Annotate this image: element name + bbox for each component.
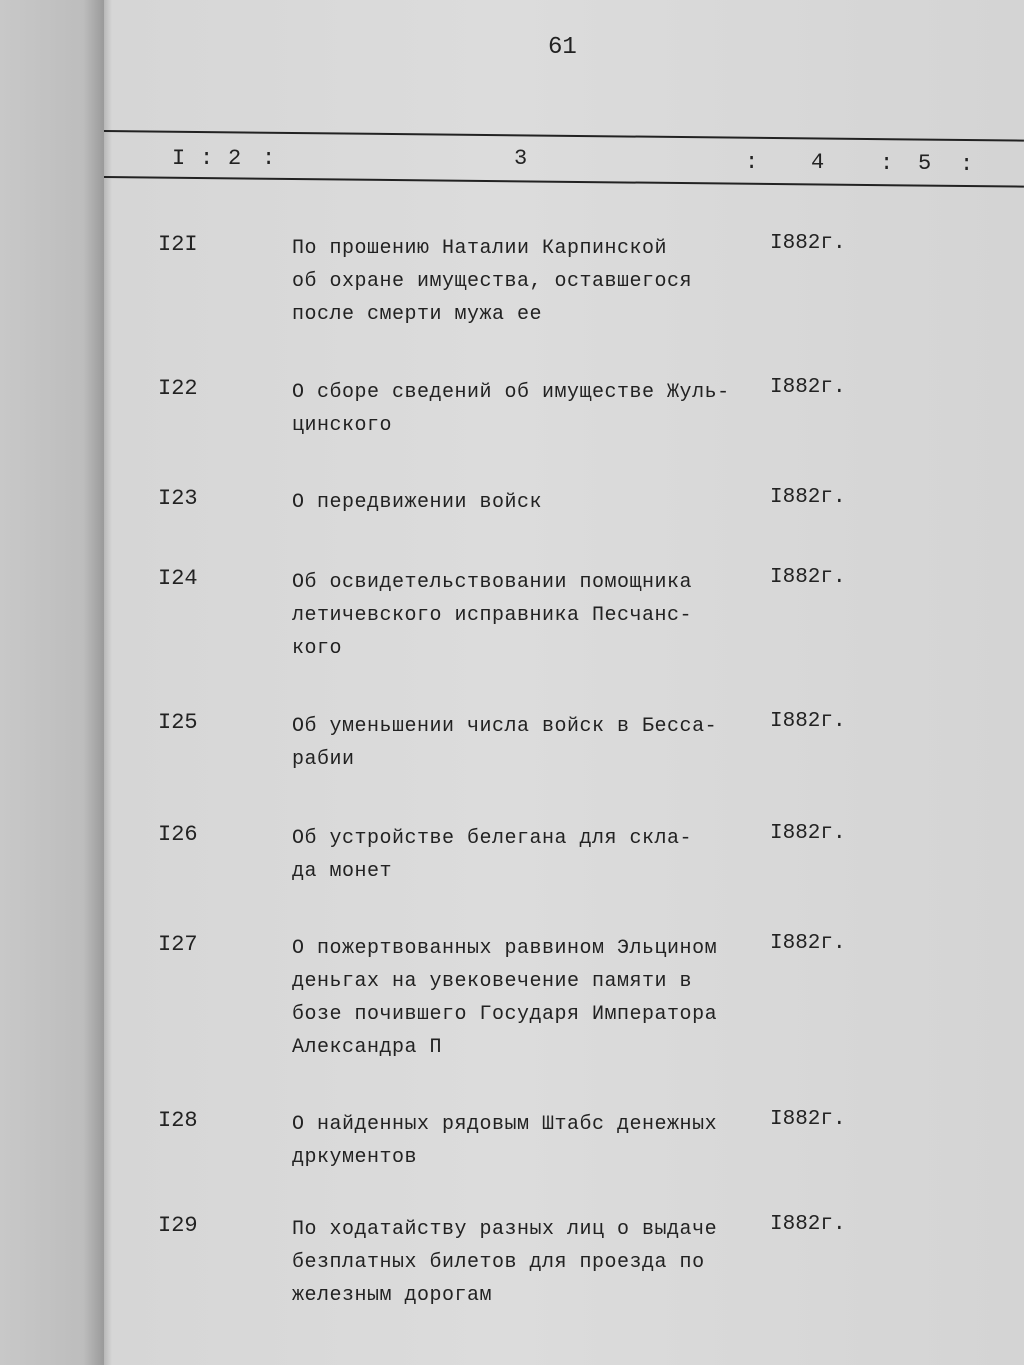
entry-year: I882г. [770,232,846,255]
entry-year: I882г. [770,1213,846,1236]
entry-number: I28 [158,1108,198,1133]
entry-number: I26 [158,822,198,847]
entry-number: I27 [158,932,198,957]
entry-year: I882г. [770,1108,846,1131]
column-header-4: 4 [811,150,825,175]
entry-description: О пожертвованных раввином Эльцином деньгах на увековечение памяти в бозе почившего Государя Императора Александра П [292,937,718,1059]
column-separator: : [262,146,276,171]
column-separator: : [960,152,974,177]
entry-year: I882г. [770,932,846,955]
entry-number: I24 [158,566,198,591]
entry-description: О передвижении войск [292,491,543,514]
entry-year: I882г. [770,566,846,589]
column-header-2: 2 [228,146,242,171]
header-rule-top [104,130,1024,142]
adjacent-page-edge [0,0,104,1365]
entry-year: I882г. [770,822,846,845]
entry-number: I23 [158,486,198,511]
page-number: 61 [548,34,577,61]
column-header-1: I [172,146,186,171]
entry-description: Об уменьшении числа войск в Бесса- рабии [292,715,718,771]
entry-description: Об освидетельствовании помощника летичевского исправника Песчанс- кого [292,571,693,660]
column-separator: : [200,146,214,171]
entry-number: I2I [158,232,198,257]
entry-description: О найденных рядовым Штабс денежных дркументов [292,1113,718,1169]
entry-description: Об устройстве белегана для скла- да монет [292,827,693,883]
entry-description: О сборе сведений об имуществе Жуль- цинского [292,381,730,437]
entry-year: I882г. [770,710,846,733]
entry-year: I882г. [770,376,846,399]
entry-number: I29 [158,1213,198,1238]
entry-number: I22 [158,376,198,401]
column-separator: : [745,150,759,175]
entry-description: По прошению Наталии Карпинской об охране имущества, оставшегося после смерти мужа ее [292,237,693,326]
header-rule-bottom [104,176,1024,188]
entry-description: По ходатайству разных лиц о выдаче безплатных билетов для проезда по железным дорогам [292,1218,718,1307]
entry-number: I25 [158,710,198,735]
column-header-5: 5 [918,151,932,176]
column-header-3: 3 [514,146,528,171]
column-separator: : [880,151,894,176]
entry-year: I882г. [770,486,846,509]
